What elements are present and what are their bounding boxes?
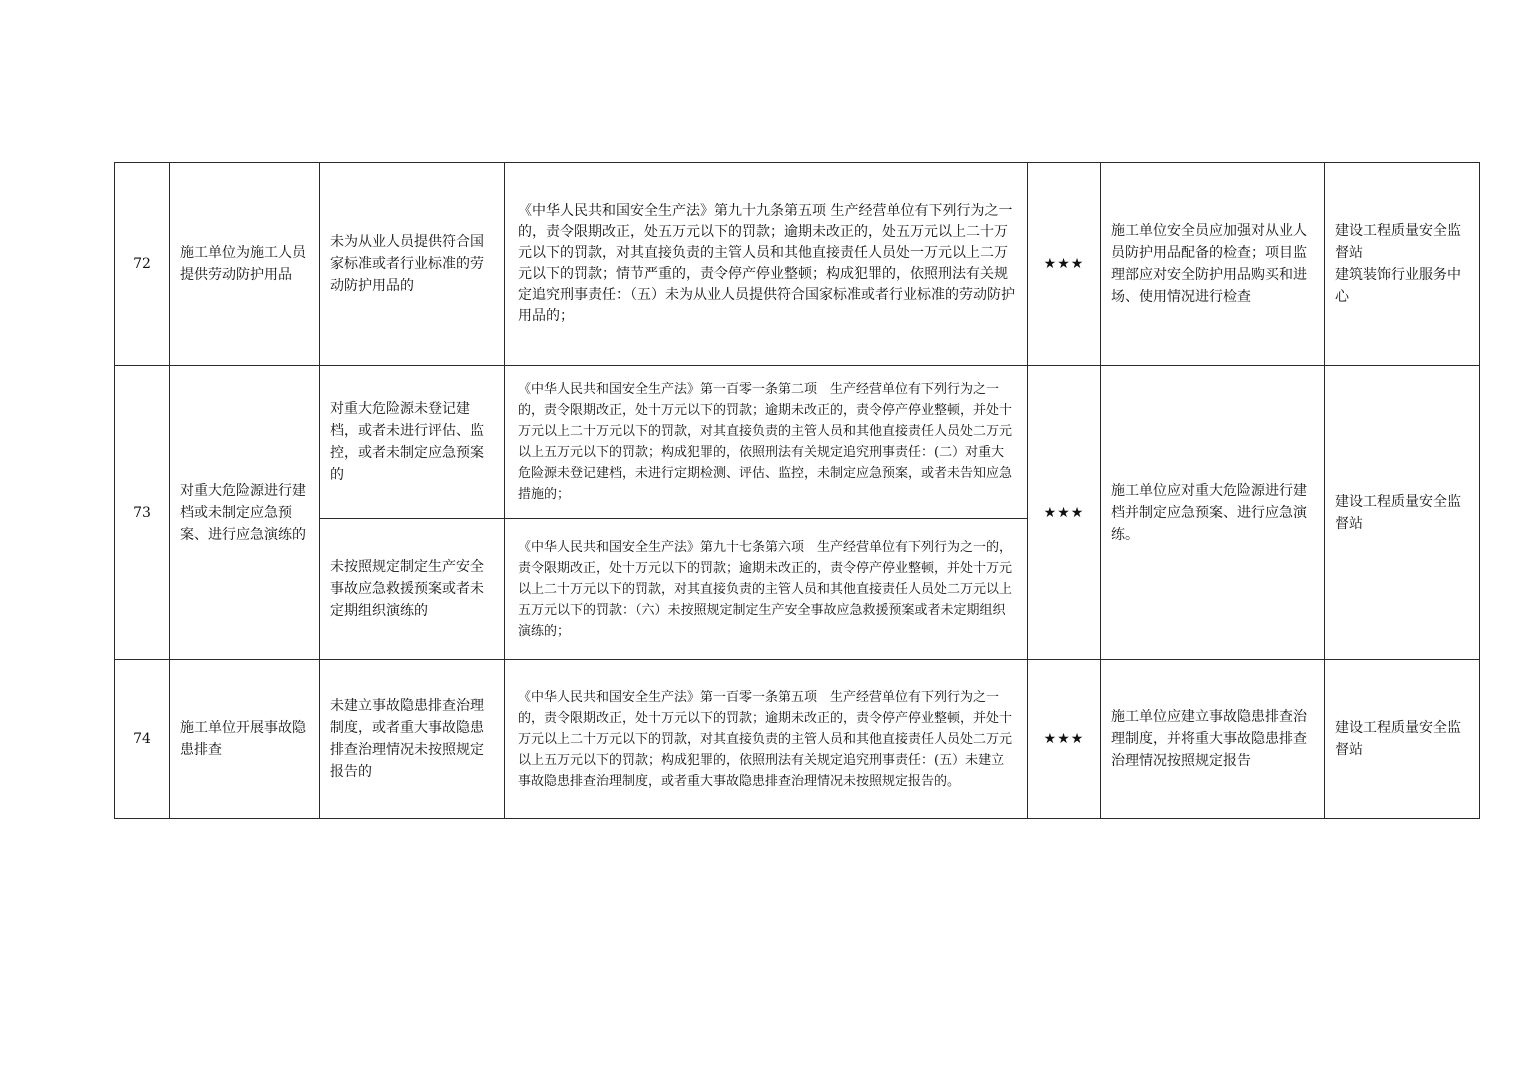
row-number	[115, 366, 170, 660]
measures-cell	[1101, 660, 1325, 819]
authority-cell	[1325, 366, 1480, 660]
risk-level-stars: ★★★	[1043, 256, 1085, 272]
table-row-72	[115, 163, 1480, 366]
row-number-text: 72	[133, 256, 151, 272]
risk-level-cell	[1028, 660, 1101, 819]
violation-cell	[320, 660, 505, 819]
row-number	[115, 660, 170, 819]
risk-level-stars: ★★★	[1043, 504, 1085, 521]
row-number-text: 73	[133, 504, 151, 521]
row-number	[115, 163, 170, 366]
violation-cell	[320, 366, 505, 519]
legal-basis-text: 《中华人民共和国安全生产法》第九十七条第六项 生产经营单位有下列行为之一的，责令限期改正，处十万元以下的罚款；逾期未改正的，责令停产停业整顿，并处十万元以上二十万元以下的罚款，对其直接负责的主管人员和其他直接责任人员处二万元以上五万元以下的罚款：（六）未按照规定制定生产安全事故应急救援预案或者未定期组织演练的；	[518, 539, 1013, 639]
item-text: 施工单位开展事故隐患排查	[180, 720, 306, 758]
legal-basis-cell	[505, 519, 1028, 660]
violation-text: 对重大危险源未登记建档，或者未进行评估、监控，或者未制定应急预案的	[330, 401, 484, 483]
legal-basis-text: 《中华人民共和国安全生产法》第一百零一条第二项 生产经营单位有下列行为之一的，责令限期改正，处十万元以下的罚款；逾期未改正的，责令停产停业整顿，并处十万元以上二十万元以下的罚款，对其直接负责的主管人员和其他直接责任人员处二万元以上五万元以下的罚款；构成犯罪的，依照刑法有关规定追究刑事责任：(二）对重大危险源未登记建档，未进行定期检测、评估、监控，未制定应急预案，或者未告知应急措施的；	[518, 382, 1013, 502]
measures-text: 施工单位应对重大危险源进行建档并制定应急预案、进行应急演练。	[1111, 482, 1307, 543]
item-text: 施工单位为施工人员提供劳动防护用品	[180, 245, 306, 283]
violation-cell	[320, 519, 505, 660]
measures-cell	[1101, 163, 1325, 366]
measures-cell	[1101, 366, 1325, 660]
table-row-73	[115, 366, 1480, 519]
legal-basis-cell	[505, 366, 1028, 519]
risk-level-cell	[1028, 163, 1101, 366]
violation-text: 未建立事故隐患排查治理制度，或者重大事故隐患排查治理情况未按照规定报告的	[330, 698, 484, 780]
authority-text: 建设工程质量安全监督站	[1335, 493, 1461, 532]
regulation-table	[114, 162, 1480, 819]
legal-basis-text: 《中华人民共和国安全生产法》第九十九条第五项 生产经营单位有下列行为之一的，责令限期改正，处五万元以下的罚款；逾期未改正的，处五万元以上二十万元以下的罚款，对其直接负责的主管人员和其他直接责任人员处一万元以上二万元以下的罚款；情节严重的，责令停产停业整顿；构成犯罪的，依照刑法有关规定追究刑事责任：（五）未为从业人员提供符合国家标准或者行业标准的劳动防护用品的；	[518, 203, 1015, 324]
item-cell	[170, 660, 320, 819]
measures-text: 施工单位应建立事故隐患排查治理制度，并将重大事故隐患排查治理情况按照规定报告	[1111, 709, 1307, 769]
measures-text: 施工单位安全员应加强对从业人员防护用品配备的检查；项目监理部应对安全防护用品购买和进场、使用情况进行检查	[1111, 223, 1307, 305]
authority-text: 建设工程质量安全监督站	[1335, 720, 1461, 758]
violation-text: 未按照规定制定生产安全事故应急救援预案或者未定期组织演练的	[330, 559, 484, 619]
risk-level-stars: ★★★	[1043, 731, 1085, 747]
violation-cell	[320, 163, 505, 366]
legal-basis-cell	[505, 163, 1028, 366]
legal-basis-text: 《中华人民共和国安全生产法》第一百零一条第五项 生产经营单位有下列行为之一的，责令限期改正，处十万元以下的罚款；逾期未改正的，责令停产停业整顿，并处十万元以上二十万元以下的罚款，对其直接负责的主管人员和其他直接责任人员处二万元以上五万元以下的罚款；构成犯罪的，依照刑法有关规定追究刑事责任：(五）未建立事故隐患排查治理制度，或者重大事故隐患排查治理情况未按照规定报告的。	[518, 689, 1013, 789]
risk-level-cell	[1028, 366, 1101, 660]
item-text: 对重大危险源进行建档或未制定应急预案、进行应急演练的	[180, 482, 306, 543]
table-row-74	[115, 660, 1480, 819]
item-cell	[170, 163, 320, 366]
authority-cell	[1325, 660, 1480, 819]
authority-text: 建设工程质量安全监督站 建筑装饰行业服务中心	[1335, 223, 1461, 305]
legal-basis-cell	[505, 660, 1028, 819]
violation-text: 未为从业人员提供符合国家标准或者行业标准的劳动防护用品的	[330, 234, 484, 294]
authority-cell	[1325, 163, 1480, 366]
item-cell	[170, 366, 320, 660]
row-number-text: 74	[133, 731, 151, 747]
